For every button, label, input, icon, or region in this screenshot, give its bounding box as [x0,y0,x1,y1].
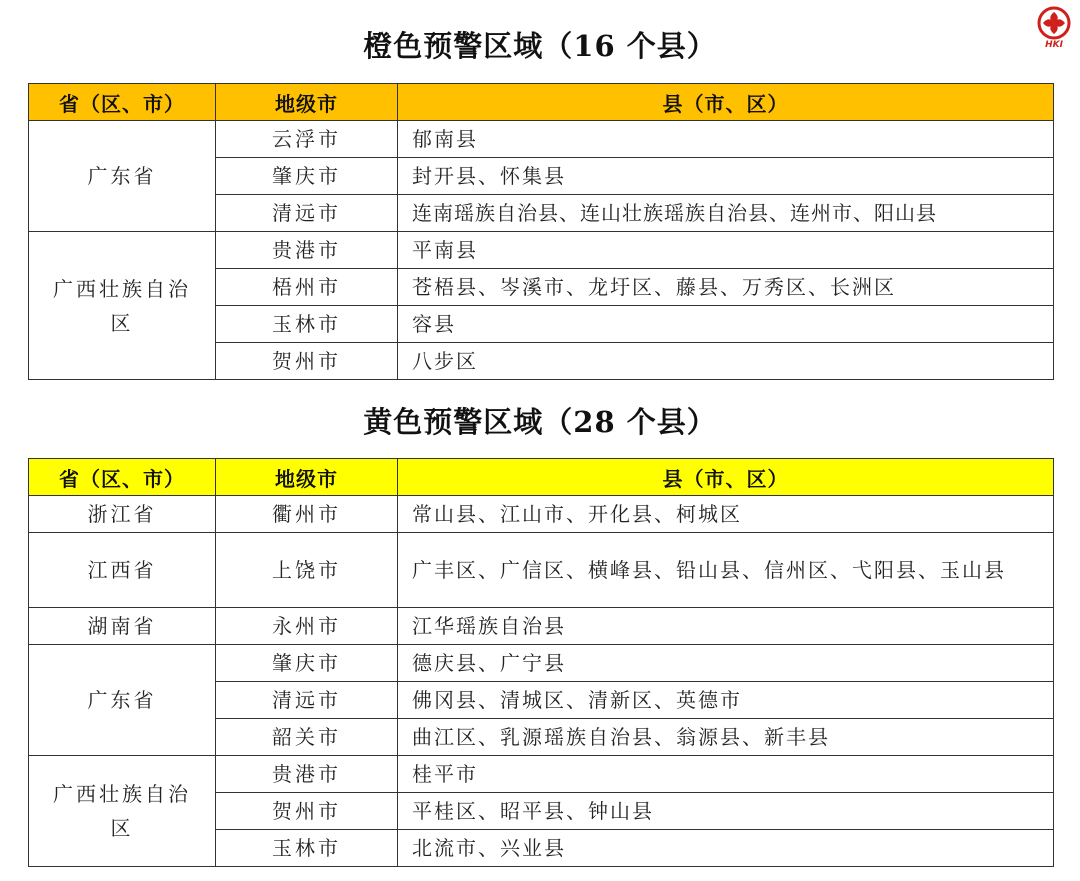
province-cell: 广东省 [29,121,216,232]
yellow-header-province: 省（区、市） [29,459,216,496]
orange-section-title: 橙色预警区域（16 个县） [363,29,717,63]
county-cell: 曲江区、乳源瑶族自治县、翁源县、新丰县 [398,719,1054,756]
county-cell: 郁南县 [398,121,1054,158]
orange-warning-table [28,83,1054,380]
county-cell: 佛冈县、清城区、清新区、英德市 [398,682,1054,719]
city-cell: 贵港市 [216,232,398,269]
city-cell: 永州市 [216,608,398,645]
county-cell: 江华瑶族自治县 [398,608,1054,645]
table-row [29,232,1054,269]
orange-header-county: 县（市、区） [398,84,1054,121]
city-cell: 肇庆市 [216,645,398,682]
city-cell: 玉林市 [216,306,398,343]
county-cell: 苍梧县、岑溪市、龙圩区、藤县、万秀区、长洲区 [398,269,1054,306]
county-cell: 容县 [398,306,1054,343]
city-cell: 云浮市 [216,121,398,158]
city-cell: 肇庆市 [216,158,398,195]
table-row [29,756,1054,793]
county-cell: 封开县、怀集县 [398,158,1054,195]
county-cell: 桂平市 [398,756,1054,793]
city-cell: 韶关市 [216,719,398,756]
city-cell: 贵港市 [216,756,398,793]
province-cell: 浙江省 [29,496,216,533]
yellow-section-title: 黄色预警区域（28 个县） [363,405,717,439]
hki-logo-text: HKI [1045,40,1063,50]
orange-header-province: 省（区、市） [29,84,216,121]
orange-table-header-row [29,84,1054,121]
yellow-header-county: 县（市、区） [398,459,1054,496]
county-cell: 常山县、江山市、开化县、柯城区 [398,496,1054,533]
county-cell: 广丰区、广信区、横峰县、铅山县、信州区、弋阳县、玉山县 [398,533,1054,608]
county-cell: 八步区 [398,343,1054,380]
county-cell: 平南县 [398,232,1054,269]
yellow-table-header-row [29,459,1054,496]
city-cell: 清远市 [216,682,398,719]
province-cell: 广西壮族自治区 [29,756,216,867]
province-cell: 江西省 [29,533,216,608]
table-row [29,608,1054,645]
county-cell: 连南瑶族自治县、连山壮族瑶族自治县、连州市、阳山县 [398,195,1054,232]
city-cell: 贺州市 [216,793,398,830]
city-cell: 玉林市 [216,830,398,867]
orange-header-city: 地级市 [216,84,398,121]
province-cell: 广西壮族自治区 [29,232,216,380]
yellow-header-city: 地级市 [216,459,398,496]
table-row [29,533,1054,608]
province-cell: 广东省 [29,645,216,756]
province-cell: 湖南省 [29,608,216,645]
table-row [29,121,1054,158]
city-cell: 梧州市 [216,269,398,306]
county-cell: 平桂区、昭平县、钟山县 [398,793,1054,830]
county-cell: 德庆县、广宁县 [398,645,1054,682]
city-cell: 上饶市 [216,533,398,608]
city-cell: 清远市 [216,195,398,232]
city-cell: 贺州市 [216,343,398,380]
table-row [29,645,1054,682]
county-cell: 北流市、兴业县 [398,830,1054,867]
table-row [29,496,1054,533]
yellow-warning-table [28,458,1054,867]
city-cell: 衢州市 [216,496,398,533]
